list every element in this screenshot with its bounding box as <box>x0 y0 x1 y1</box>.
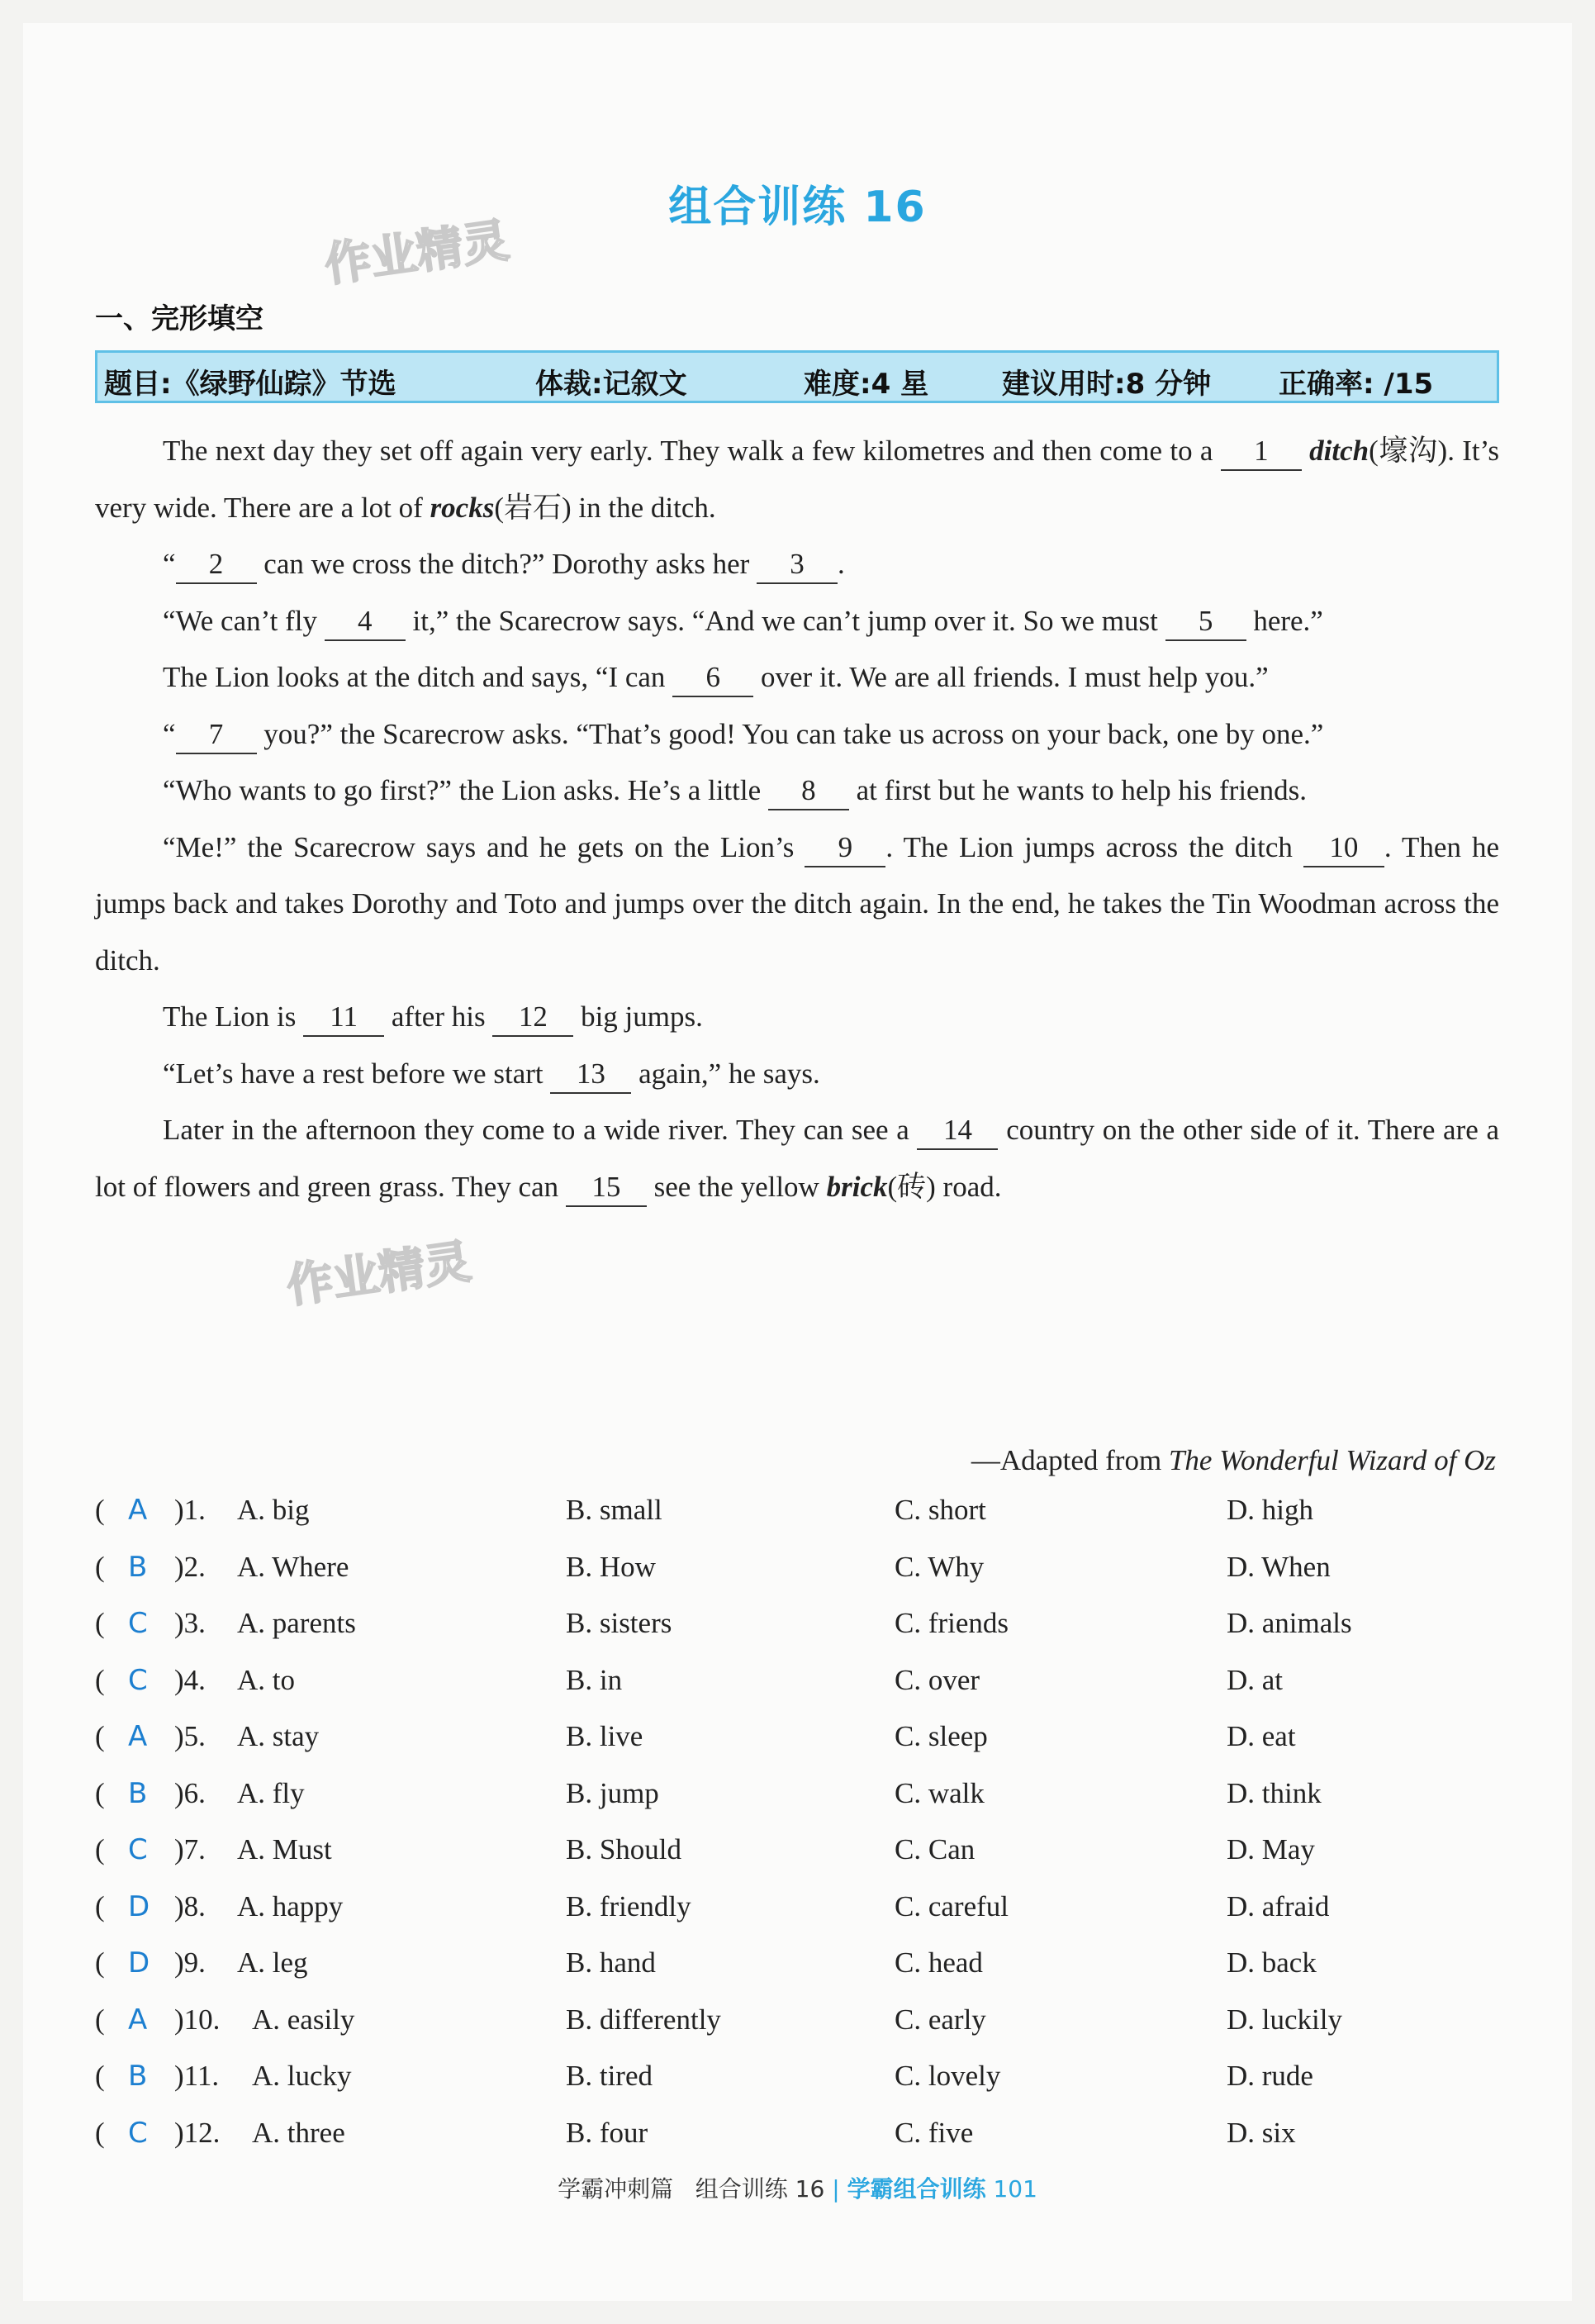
text: (砖) road. <box>887 1170 1002 1203</box>
option-b: B. in <box>566 1663 623 1696</box>
question-row <box>95 2060 1499 2117</box>
question-row <box>95 1551 1499 1608</box>
text: country on the other side of it. There are a lot of flowers and green grass. They can <box>95 1114 1500 1203</box>
text: big jumps. <box>581 1000 703 1033</box>
footer-section: 学霸冲刺篇 <box>558 2175 674 2203</box>
text: “Let’s have a rest before we start <box>163 1057 544 1090</box>
option-d: D. six <box>1227 2116 1296 2149</box>
blank-13: 13 <box>550 1056 631 1094</box>
text: again,” he says. <box>638 1057 820 1090</box>
text: over it. We are all friends. I must help you.” <box>760 661 1269 693</box>
paren-open: ( <box>95 1663 105 1696</box>
paragraph <box>95 820 1499 990</box>
text: . The Lion jumps across the ditch <box>885 830 1293 863</box>
text: here.” <box>1253 604 1323 637</box>
info-accuracy: 正确率: /15 <box>1279 368 1434 401</box>
text: “Me!” the Scarecrow says and he gets on the Lion’s <box>163 830 795 863</box>
answer-mark: A <box>128 1494 148 1527</box>
footer-brand: 学霸组合训练 <box>847 2175 986 2203</box>
question-row <box>95 1494 1499 1551</box>
text: Later in the afternoon they come to a wide river. They can see a <box>163 1114 909 1146</box>
option-a: A. happy <box>237 1889 344 1922</box>
footer-unit: 组合训练 16 <box>695 2175 825 2203</box>
options-list <box>95 1494 1499 2173</box>
question-row <box>95 1946 1499 2003</box>
question-row <box>95 1720 1499 1777</box>
question-number: )12. <box>174 2116 221 2149</box>
question-number: )6. <box>174 1776 206 1809</box>
text: after his <box>391 1000 486 1033</box>
answer-mark: D <box>128 1946 150 1979</box>
paren-open: ( <box>95 2060 105 2092</box>
text: (壕沟). It’s very wide. There are a lot of <box>95 435 1500 524</box>
answer-mark: C <box>128 1833 148 1866</box>
option-c: C. early <box>895 2003 986 2036</box>
option-c: C. head <box>895 1946 983 1979</box>
text: . Then he jumps back and takes Dorothy and Toto and jumps over the ditch again. In the end, he takes the Tin Woodman across the ditch. <box>95 830 1499 977</box>
cloze-passage <box>95 423 1499 1215</box>
option-c: C. lovely <box>895 2060 1001 2092</box>
option-a: A. leg <box>237 1946 308 1979</box>
text: “We can’t fly <box>163 604 317 637</box>
blank-5: 5 <box>1165 603 1246 641</box>
option-a: A. stay <box>237 1720 320 1752</box>
text: (岩石) in the ditch. <box>494 491 716 524</box>
bold-word: rocks <box>430 491 495 524</box>
blank-3: 3 <box>757 546 838 584</box>
question-number: )8. <box>174 1889 206 1922</box>
option-b: B. four <box>566 2116 648 2149</box>
paren-open: ( <box>95 1607 105 1639</box>
option-b: B. How <box>566 1550 656 1583</box>
blank-8: 8 <box>768 772 849 810</box>
paragraph <box>95 649 1499 706</box>
paragraph <box>95 1102 1499 1215</box>
answer-mark: C <box>128 2116 148 2150</box>
paren-open: ( <box>95 1889 105 1922</box>
question-number: )10. <box>174 2003 221 2036</box>
info-topic: 题目:《绿野仙踪》节选 <box>104 368 396 401</box>
source-book-title: The Wonderful Wizard of Oz <box>1168 1444 1496 1476</box>
answer-mark: B <box>128 2060 148 2093</box>
info-difficulty: 难度:4 星 <box>804 368 929 401</box>
text: The Lion is <box>163 1000 297 1033</box>
paren-open: ( <box>95 1946 105 1979</box>
blank-15: 15 <box>566 1169 647 1207</box>
option-d: D. think <box>1227 1776 1322 1809</box>
option-b: B. jump <box>566 1776 659 1809</box>
option-a: A. big <box>237 1494 310 1526</box>
bold-word: ditch <box>1309 435 1370 467</box>
answer-mark: C <box>128 1607 148 1640</box>
question-number: )2. <box>174 1550 206 1583</box>
option-a: A. easily <box>252 2003 355 2036</box>
text: it,” the Scarecrow says. “And we can’t jump over it. So we must <box>412 604 1158 637</box>
paren-open: ( <box>95 2003 105 2036</box>
bold-word: brick <box>826 1170 888 1203</box>
option-d: D. at <box>1227 1663 1284 1696</box>
paren-open: ( <box>95 1833 105 1865</box>
question-row <box>95 1607 1499 1664</box>
option-c: C. Can <box>895 1833 976 1865</box>
option-a: A. Must <box>237 1833 332 1865</box>
option-d: D. high <box>1227 1494 1313 1526</box>
option-a: A. Where <box>237 1550 349 1583</box>
text: you?” the Scarecrow asks. “That’s good! You can take us across on your back, one by one.” <box>263 717 1324 750</box>
info-genre: 体裁:记叙文 <box>535 368 687 401</box>
blank-4: 4 <box>325 603 406 641</box>
option-c: C. short <box>895 1494 986 1526</box>
option-c: C. careful <box>895 1889 1009 1922</box>
question-number: )4. <box>174 1663 206 1696</box>
paragraph <box>95 593 1499 650</box>
question-row <box>95 2117 1499 2174</box>
watermark: 作业精灵 <box>283 1234 475 1314</box>
answer-mark: C <box>128 1663 148 1697</box>
answer-mark: B <box>128 1550 148 1584</box>
info-bar <box>95 350 1499 403</box>
option-b: B. Should <box>566 1833 682 1865</box>
text: see the yellow <box>653 1170 819 1203</box>
question-number: )1. <box>174 1494 206 1526</box>
text: “ <box>163 717 176 750</box>
question-number: )3. <box>174 1607 206 1639</box>
question-row <box>95 1833 1499 1890</box>
option-c: C. Why <box>895 1550 985 1583</box>
paren-open: ( <box>95 1550 105 1583</box>
source-citation <box>971 1444 1496 1477</box>
option-c: C. over <box>895 1663 980 1696</box>
option-d: D. afraid <box>1227 1889 1330 1922</box>
text: “ <box>163 548 176 580</box>
blank-12: 12 <box>492 999 573 1037</box>
paragraph <box>95 989 1499 1046</box>
question-number: )9. <box>174 1946 206 1979</box>
paragraph <box>95 536 1499 593</box>
option-b: B. hand <box>566 1946 656 1979</box>
option-a: A. to <box>237 1663 295 1696</box>
question-number: )7. <box>174 1833 206 1865</box>
paren-open: ( <box>95 1494 105 1526</box>
answer-mark: A <box>128 1720 148 1753</box>
option-d: D. May <box>1227 1833 1315 1865</box>
page-number: 101 <box>993 2175 1037 2203</box>
paren-open: ( <box>95 1776 105 1809</box>
option-d: D. back <box>1227 1946 1317 1979</box>
watermark: 作业精灵 <box>321 213 513 293</box>
option-a: A. lucky <box>252 2060 352 2092</box>
blank-11: 11 <box>303 999 384 1037</box>
paragraph <box>95 423 1499 536</box>
text: at first but he wants to help his friends. <box>856 774 1307 806</box>
option-b: B. live <box>566 1720 643 1752</box>
option-b: B. small <box>566 1494 662 1526</box>
blank-7: 7 <box>176 716 257 754</box>
option-d: D. luckily <box>1227 2003 1342 2036</box>
question-row <box>95 1777 1499 1834</box>
blank-2: 2 <box>176 546 257 584</box>
answer-mark: D <box>128 1889 150 1923</box>
paragraph <box>95 1046 1499 1103</box>
option-b: B. sisters <box>566 1607 672 1639</box>
question-row <box>95 2003 1499 2060</box>
paragraph <box>95 763 1499 820</box>
option-b: B. friendly <box>566 1889 691 1922</box>
paren-open: ( <box>95 1720 105 1752</box>
text: . <box>838 548 845 580</box>
option-c: C. five <box>895 2116 974 2149</box>
option-a: A. three <box>252 2116 345 2149</box>
option-d: D. animals <box>1227 1607 1352 1639</box>
option-c: C. sleep <box>895 1720 988 1752</box>
question-number: )11. <box>174 2060 220 2092</box>
answer-mark: A <box>128 2003 148 2036</box>
blank-6: 6 <box>672 659 753 697</box>
option-d: D. eat <box>1227 1720 1296 1752</box>
option-c: C. walk <box>895 1776 985 1809</box>
option-a: A. parents <box>237 1607 356 1639</box>
blank-10: 10 <box>1303 829 1384 867</box>
option-b: B. tired <box>566 2060 653 2092</box>
page-footer <box>0 2171 1595 2204</box>
question-row <box>95 1890 1499 1947</box>
option-b: B. differently <box>566 2003 721 2036</box>
section-heading: 一、完形填空 <box>95 302 263 335</box>
question-number: )5. <box>174 1720 206 1752</box>
text: The next day they set off again very early. They walk a few kilometres and then come to a <box>163 435 1213 467</box>
text: The Lion looks at the ditch and says, “I can <box>163 661 666 693</box>
option-a: A. fly <box>237 1776 305 1809</box>
blank-9: 9 <box>805 829 885 867</box>
paragraph <box>95 706 1499 763</box>
text: can we cross the ditch?” Dorothy asks her <box>263 548 750 580</box>
option-d: D. rude <box>1227 2060 1313 2092</box>
source-prefix: —Adapted from <box>971 1444 1162 1476</box>
page-title: 组合训练 16 <box>668 183 927 232</box>
footer-separator: | <box>832 2175 840 2203</box>
blank-14: 14 <box>917 1112 998 1150</box>
option-c: C. friends <box>895 1607 1009 1639</box>
info-time: 建议用时:8 分钟 <box>1002 368 1212 401</box>
paren-open: ( <box>95 2116 105 2149</box>
option-d: D. When <box>1227 1550 1331 1583</box>
answer-mark: B <box>128 1776 148 1810</box>
blank-1: 1 <box>1221 433 1302 471</box>
question-row <box>95 1664 1499 1721</box>
text: “Who wants to go first?” the Lion asks. He’s a little <box>163 774 762 806</box>
